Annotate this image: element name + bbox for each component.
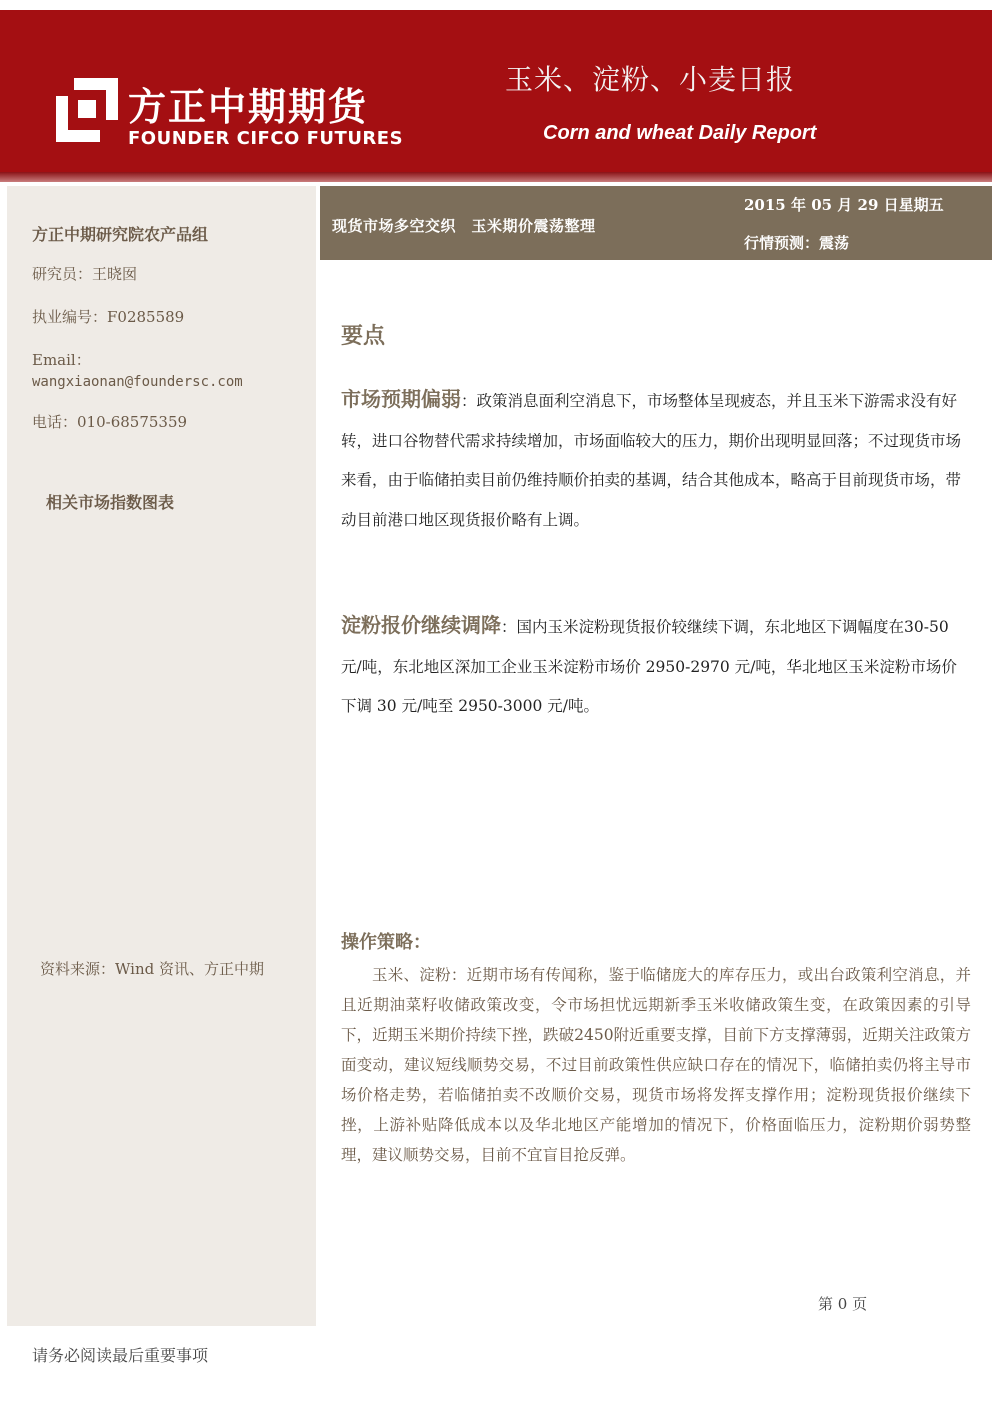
- key-point-2-text: ：国内玉米淀粉现货报价较继续下调，东北地区下调幅度在30-50 元/吨，东北地区深加工企业玉米淀粉市场价 2950-2970 元/吨，华北地区玉米淀粉市场价下调 30 元/吨至 2950-3000 元/吨。: [341, 618, 957, 715]
- sidebar-source: 资料来源：Wind 资讯、方正中期: [40, 960, 264, 978]
- sidebar-email-label: Email：: [32, 351, 91, 369]
- logo-text-cn: 方正中期期货: [128, 85, 369, 129]
- company-logo-icon: [56, 78, 118, 142]
- sidebar-phone: 电话：010-68575359: [32, 413, 188, 431]
- info-date: 2015 年 05 月 29 日星期五: [744, 196, 944, 214]
- footer-note: 请务必阅读最后重要事项: [32, 1346, 209, 1365]
- report-title-cn: 玉米、淀粉、小麦日报: [505, 63, 796, 96]
- info-forecast: 行情预测：震荡: [744, 234, 850, 252]
- page-number: 第 0 页: [818, 1295, 868, 1313]
- sidebar-org: 方正中期研究院农产品组: [32, 225, 209, 244]
- report-title-en: Corn and wheat Daily Report: [543, 122, 817, 144]
- logo-text-en: FOUNDER CIFCO FUTURES: [128, 128, 404, 149]
- header-stripe: [0, 172, 992, 182]
- key-point-1: [341, 380, 971, 540]
- sidebar-researcher: 研究员：王晓囡: [32, 265, 138, 283]
- sidebar-charts-heading: 相关市场指数图表: [46, 493, 175, 512]
- key-point-2: [341, 606, 971, 727]
- info-headline: 现货市场多空交织 玉米期价震荡整理: [332, 217, 596, 235]
- key-point-1-lead: 市场预期偏弱: [341, 387, 461, 411]
- key-point-2-lead: 淀粉报价继续调降: [341, 613, 501, 637]
- key-point-1-text: ：政策消息面利空消息下，市场整体呈现疲态，并且玉米下游需求没有好转，进口谷物替代需求持续增加，市场面临较大的压力，期价出现明显回落；不过现货市场来看，由于临储拍卖目前仍维持顺价拍卖的基调，结合其他成本，略高于目前现货市场，带动目前港口地区现货报价略有上调。: [341, 392, 962, 529]
- strategy-text: 玉米、淀粉：近期市场有传闻称，鉴于临储庞大的库存压力，或出台政策利空消息，并且近期油菜籽收储政策改变，令市场担忧远期新季玉米收储政策生变，在政策因素的引导下，近期玉米期价持续下挫，跌破2450附近重要支撑，目前下方支撑薄弱，近期关注政策方面变动，建议短线顺势交易，不过目前政策性供应缺口存在的情况下，临储拍卖仍将主导市场价格走势，若临储拍卖不改顺价交易，现货市场将发挥支撑作用；淀粉现货报价继续下挫，上游补贴降低成本以及华北地区产能增加的情况下，价格面临压力，淀粉期价弱势整理，建议顺势交易，目前不宜盲目抢反弹。: [341, 966, 971, 1164]
- section-title: 要点: [341, 323, 386, 349]
- sidebar-email[interactable]: wangxiaonan@foundersc.com: [32, 374, 243, 390]
- sidebar-license: 执业编号：F0285589: [32, 308, 185, 326]
- strategy-title: 操作策略：: [341, 932, 431, 953]
